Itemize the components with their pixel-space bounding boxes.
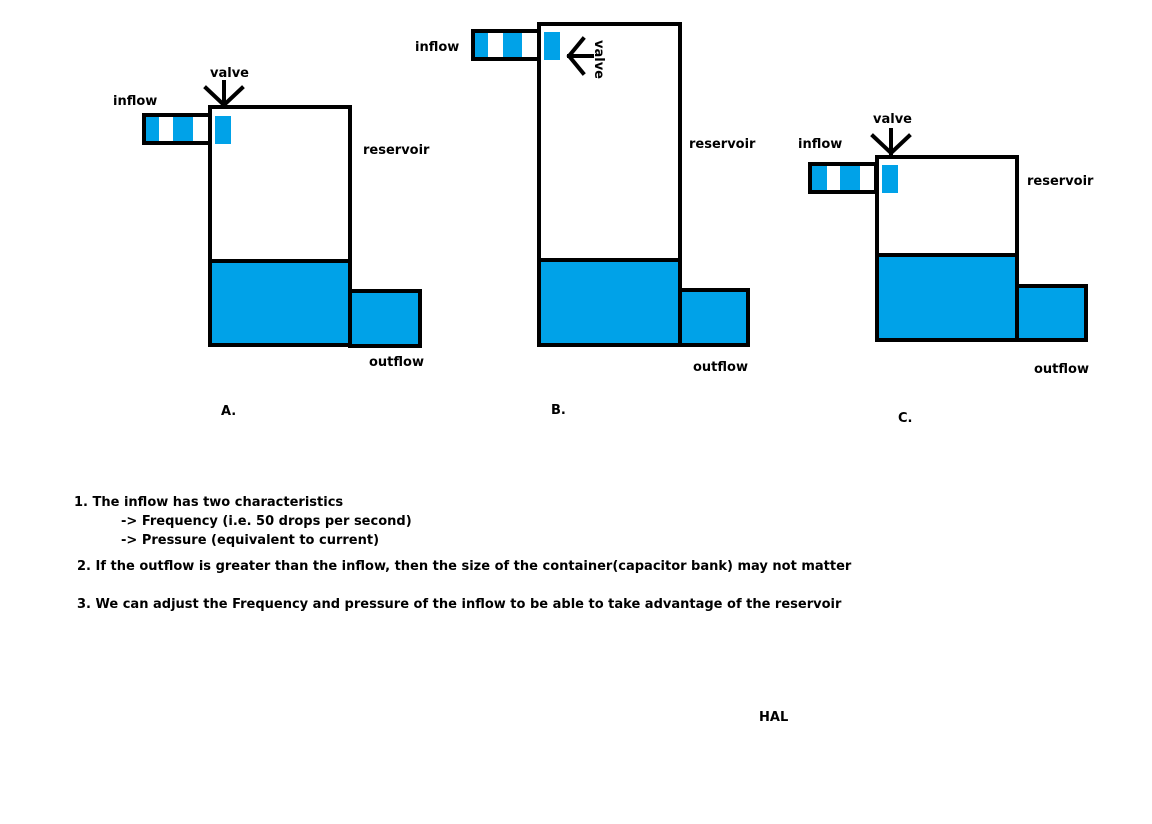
reservoir-water-b [541,261,678,343]
outflow-label-a: outflow [369,355,424,370]
valve-drop-a [215,116,231,144]
note-item-1-pressure: -> Pressure (equivalent to current) [121,533,380,548]
note-item-1: 1. The inflow has two characteristics [74,495,344,510]
diagram-b [415,24,756,418]
valve-drop-c [882,165,898,193]
valve-label-b: valve [591,40,606,79]
inflow-drop [173,117,193,141]
reservoir-label-b: reservoir [689,137,756,152]
inflow-drop [503,33,522,57]
caption-c: C. [898,411,913,426]
valve-arrow-icon [873,130,909,153]
note-item-2: 2. If the outflow is greater than the inflow, then the size of the container(capacitor bank) may not matter [77,559,852,574]
inflow-drop [146,117,159,141]
inflow-drop [475,33,488,57]
valve-drop-b [544,32,560,60]
caption-b: B. [551,403,566,418]
caption-a: A. [221,404,237,419]
inflow-label-a: inflow [113,94,158,109]
outflow-box-a [350,291,420,346]
reservoir-label-a: reservoir [363,143,430,158]
valve-label-c: valve [873,112,912,127]
inflow-drop [812,166,827,190]
outflow-label-b: outflow [693,360,748,375]
inflow-label-c: inflow [798,137,843,152]
inflow-label-b: inflow [415,40,460,55]
note-item-1-frequency: -> Frequency (i.e. 50 drops per second) [121,514,412,529]
reservoir-water-a [212,262,348,343]
diagram-a [113,66,430,419]
reservoir-label-c: reservoir [1027,174,1094,189]
signature: HAL [759,710,789,725]
outflow-box-b [680,290,748,345]
outflow-label-c: outflow [1034,362,1089,377]
valve-label-a: valve [210,66,249,81]
outflow-box-c [1017,286,1086,340]
valve-arrow-icon [206,82,242,105]
diagram-c [798,112,1094,426]
inflow-drop [840,166,860,190]
note-item-3: 3. We can adjust the Frequency and pressure of the inflow to be able to take advantage of the reservoir [77,597,842,612]
reservoir-water-c [879,256,1015,338]
